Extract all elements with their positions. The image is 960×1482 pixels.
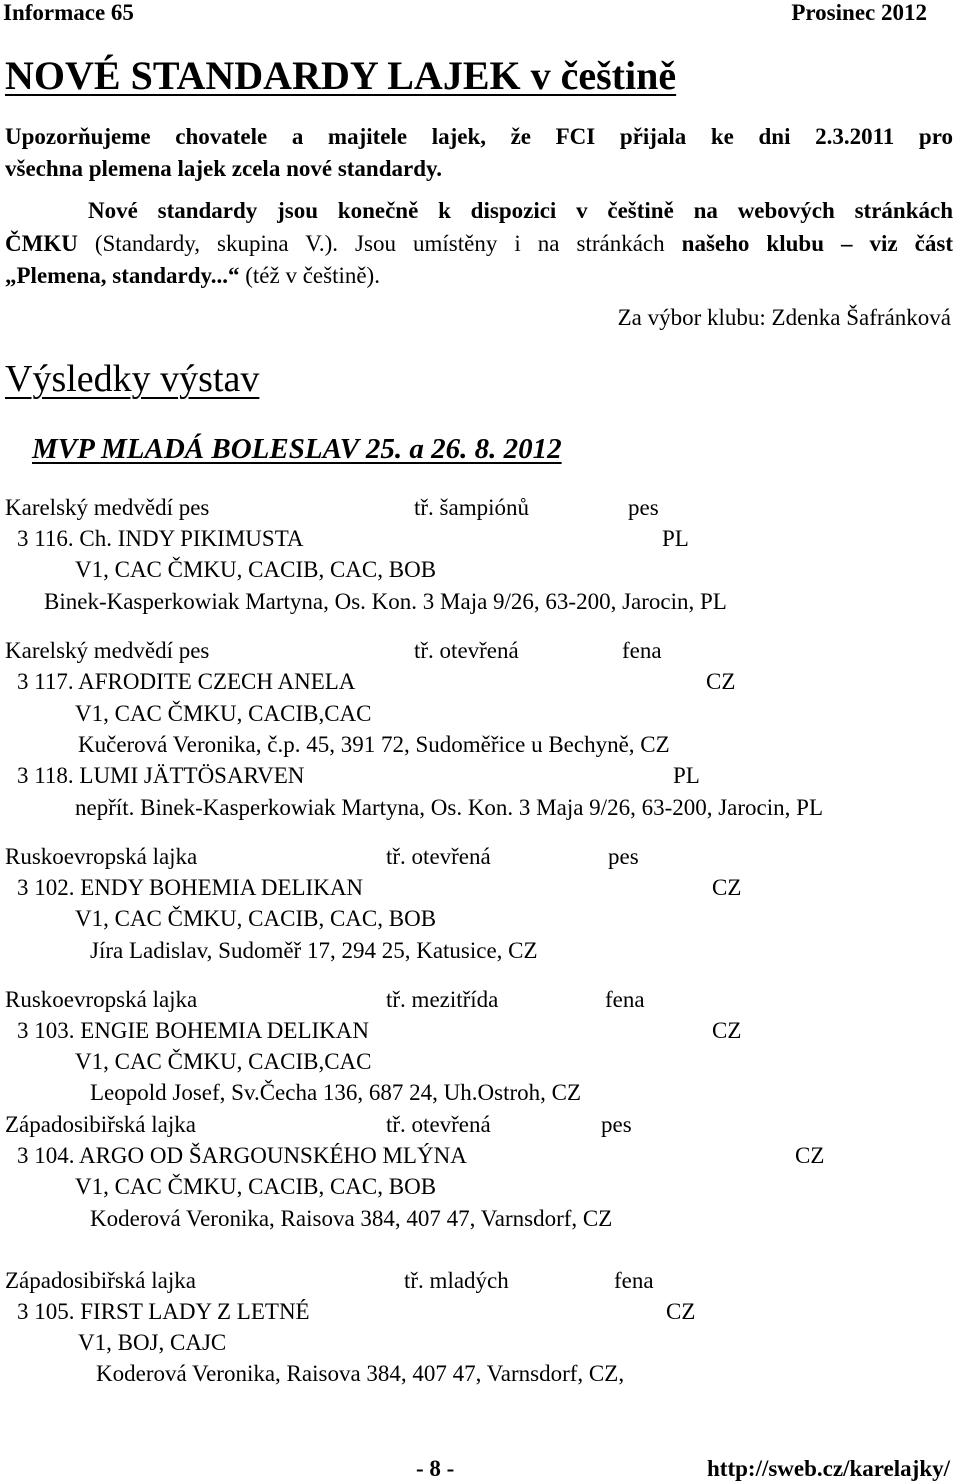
results-heading: Výsledky výstav: [5, 358, 260, 400]
awards: V1, CAC ČMKU, CACIB, CAC, BOB: [75, 906, 437, 931]
owner: Koderová Veronika, Raisova 384, 407 47, Varnsdorf, CZ,: [96, 1361, 625, 1386]
dog-name: 3 117. AFRODITE CZECH ANELA: [17, 669, 356, 694]
footer-url[interactable]: http://sweb.cz/karelajky/: [707, 1456, 950, 1481]
owner: Jíra Ladislav, Sudoměř 17, 294 25, Katusice, CZ: [90, 938, 538, 963]
class-name: tř. otevřená: [386, 1112, 491, 1137]
breed-name: Karelský medvědí pes: [5, 638, 210, 663]
class-name: tř. otevřená: [414, 638, 519, 663]
sex-label: pes: [601, 1112, 632, 1137]
page-title: NOVÉ STANDARDY LAJEK v češtině: [5, 53, 677, 98]
signature: Za výbor klubu: Zdenka Šafránková: [617, 305, 951, 330]
breed-name: Ruskoevropská lajka: [5, 987, 198, 1012]
page-number: - 8 -: [416, 1456, 455, 1481]
owner: nepřít. Binek-Kasperkowiak Martyna, Os. Kon. 3 Maja 9/26, 63-200, Jarocin, PL: [75, 795, 823, 820]
country-code: CZ: [712, 875, 742, 900]
sex-label: fena: [614, 1268, 654, 1293]
dog-name: 3 118. LUMI JÄTTÖSARVEN: [17, 763, 305, 788]
sex-label: fena: [605, 987, 645, 1012]
country-code: CZ: [666, 1299, 696, 1324]
owner: Kučerová Veronika, č.p. 45, 391 72, Sudoměřice u Bechyně, CZ: [78, 732, 670, 757]
standards-link-text: „Plemena, standardy...“: [5, 263, 240, 288]
awards: V1, CAC ČMKU, CACIB,CAC: [75, 701, 372, 726]
awards: V1, CAC ČMKU, CACIB, CAC, BOB: [75, 557, 437, 582]
cmku-text: ČMKU: [5, 231, 78, 256]
class-name: tř. otevřená: [386, 844, 491, 869]
club-text: našeho klubu – viz část: [681, 231, 953, 256]
dog-name: 3 116. Ch. INDY PIKIMUSTA: [17, 526, 304, 551]
country-code: CZ: [712, 1018, 742, 1043]
country-code: CZ: [795, 1143, 825, 1168]
header-left: Informace 65: [3, 0, 134, 25]
awards: V1, CAC ČMKU, CACIB,CAC: [75, 1049, 372, 1074]
sex-label: pes: [628, 495, 659, 520]
breed-name: Západosibiřská lajka: [5, 1268, 196, 1293]
owner: Binek-Kasperkowiak Martyna, Os. Kon. 3 Maja 9/26, 63-200, Jarocin, PL: [44, 589, 727, 614]
dog-name: 3 103. ENGIE BOHEMIA DELIKAN: [17, 1018, 369, 1043]
class-name: tř. šampiónů: [414, 495, 529, 520]
dog-name: 3 102. ENDY BOHEMIA DELIKAN: [17, 875, 364, 900]
sex-label: pes: [608, 844, 639, 869]
awards: V1, CAC ČMKU, CACIB, CAC, BOB: [75, 1174, 437, 1199]
class-name: tř. mezitřída: [386, 987, 499, 1012]
intro-line-1: Upozorňujeme chovatele a majitele lajek, že FCI přijala ke dni 2.3.2011 pro: [5, 124, 953, 149]
intro-line-4-rest: (Standardy, skupina V.). Jsou umístěny i na stránkách: [77, 231, 682, 256]
dog-name: 3 104. ARGO OD ŠARGOUNSKÉHO MLÝNA: [17, 1143, 467, 1168]
intro-line-2: všechna plemena lajek zcela nové standardy.: [5, 156, 442, 181]
intro-line-5: [5, 259, 380, 293]
class-name: tř. mladých: [404, 1268, 509, 1293]
owner: Koderová Veronika, Raisova 384, 407 47, Varnsdorf, CZ: [90, 1206, 613, 1231]
sex-label: fena: [622, 638, 662, 663]
country-code: CZ: [706, 669, 736, 694]
owner: Leopold Josef, Sv.Čecha 136, 687 24, Uh.Ostroh, CZ: [90, 1080, 582, 1105]
country-code: PL: [662, 526, 689, 551]
show-title: MVP MLADÁ BOLESLAV 25. a 26. 8. 2012: [32, 433, 562, 465]
dog-name: 3 105. FIRST LADY Z LETNÉ: [17, 1299, 310, 1324]
intro-line-3: Nové standardy jsou konečně k dispozici v češtině na webových stránkách: [88, 198, 953, 223]
breed-name: Karelský medvědí pes: [5, 495, 210, 520]
breed-name: Ruskoevropská lajka: [5, 844, 198, 869]
intro-line-5-rest: (též v češtině).: [239, 263, 380, 288]
intro-line-4: [5, 227, 953, 261]
country-code: PL: [673, 763, 700, 788]
awards: V1, BOJ, CAJC: [78, 1330, 227, 1355]
header-right: Prosinec 2012: [791, 0, 927, 25]
breed-name: Západosibiřská lajka: [5, 1112, 196, 1137]
